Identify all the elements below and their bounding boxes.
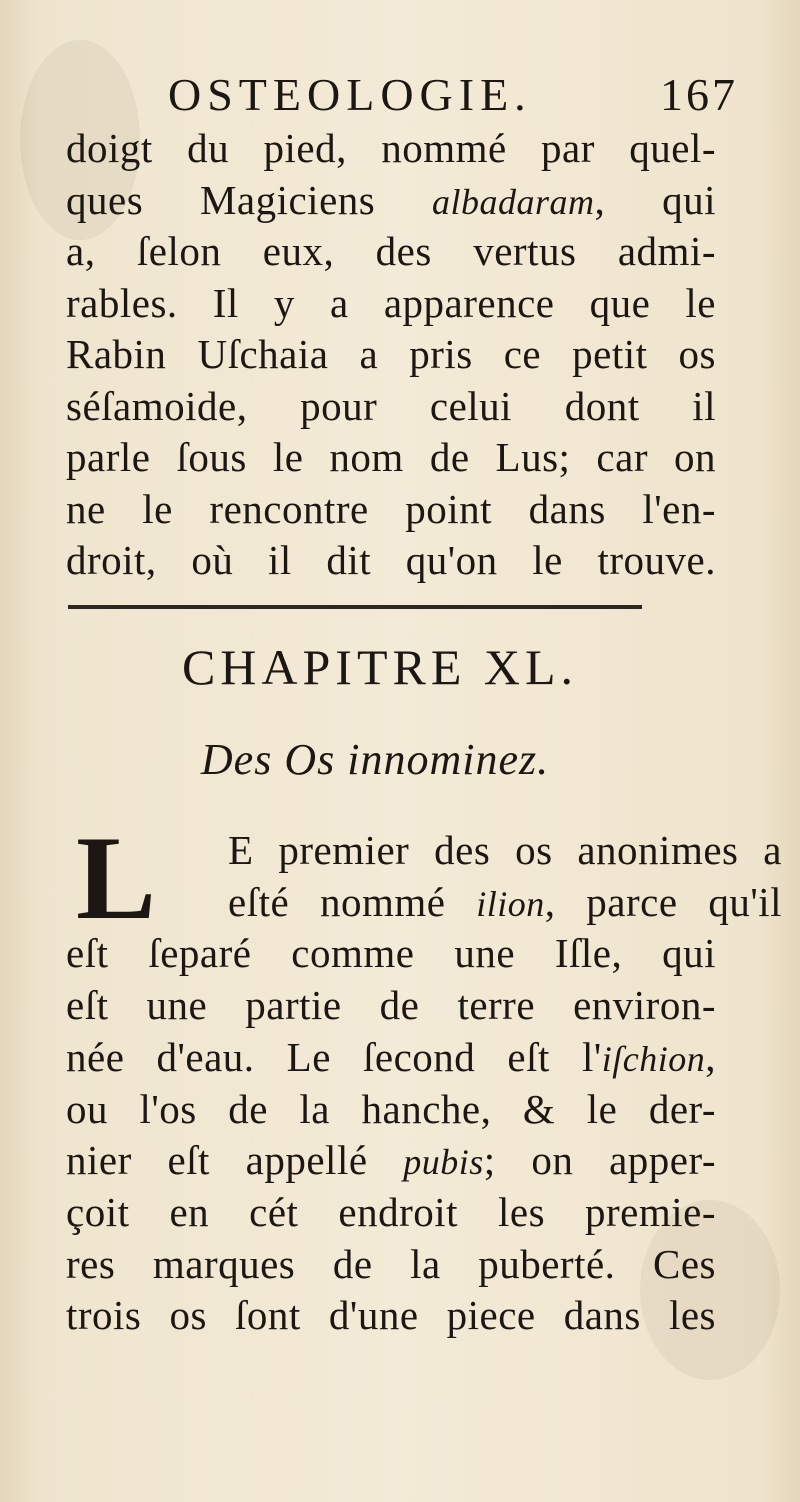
text-line: doigt du pied, nommé par quel- <box>66 125 716 171</box>
text-line: çoit en cét endroit les premie- <box>66 1188 716 1235</box>
text-line: eſt une partie de terre environ- <box>66 982 716 1029</box>
text-line: eſté nommé ilion, parce qu'il <box>228 878 782 925</box>
text-line: ne le rencontre point dans l'en- <box>66 485 716 532</box>
text-line: ques Magiciens albadaram, qui <box>66 176 716 223</box>
text-line: nier eſt appellé pubis; on apper- <box>66 1137 716 1184</box>
italic-term: pubis <box>403 1142 484 1183</box>
page-number: 167 <box>660 69 738 120</box>
text-line: séſamoide, pour celui dont il <box>66 382 716 429</box>
text-line: eſt ſeparé comme une Iſle, qui <box>66 930 716 977</box>
text-line: parle ſous le nom de Lus; car on <box>66 434 716 480</box>
italic-term: ilion <box>476 883 545 924</box>
running-head-title: OSTEOLOGIE. <box>168 69 532 120</box>
text-line: ou l'os de la hanche, & le der- <box>66 1085 716 1132</box>
running-head <box>168 68 738 128</box>
text-line: trois os ſont d'une piece dans les <box>66 1292 716 1339</box>
chapter-subtitle: Des Os innominez. <box>200 735 550 784</box>
section-rule <box>68 605 642 609</box>
chapter-heading: CHAPITRE XL. <box>181 639 579 695</box>
text-line: née d'eau. Le ſecond eſt l'iſchion, <box>66 1033 716 1080</box>
text-line: a, ſelon eux, des vertus admi- <box>66 228 716 274</box>
drop-cap: L <box>76 811 157 944</box>
text-line: E premier des os anonimes a <box>228 827 782 873</box>
text-line: rables. Il y a apparence que le <box>66 279 716 326</box>
italic-term: iſchion <box>601 1038 706 1079</box>
text-line: droit, où il dit qu'on le trouve. <box>66 537 716 583</box>
italic-term: albadaram <box>432 181 595 222</box>
text-line: Rabin Uſchaia a pris ce petit os <box>66 331 716 377</box>
text-line: res marques de la puberté. Ces <box>66 1240 716 1287</box>
